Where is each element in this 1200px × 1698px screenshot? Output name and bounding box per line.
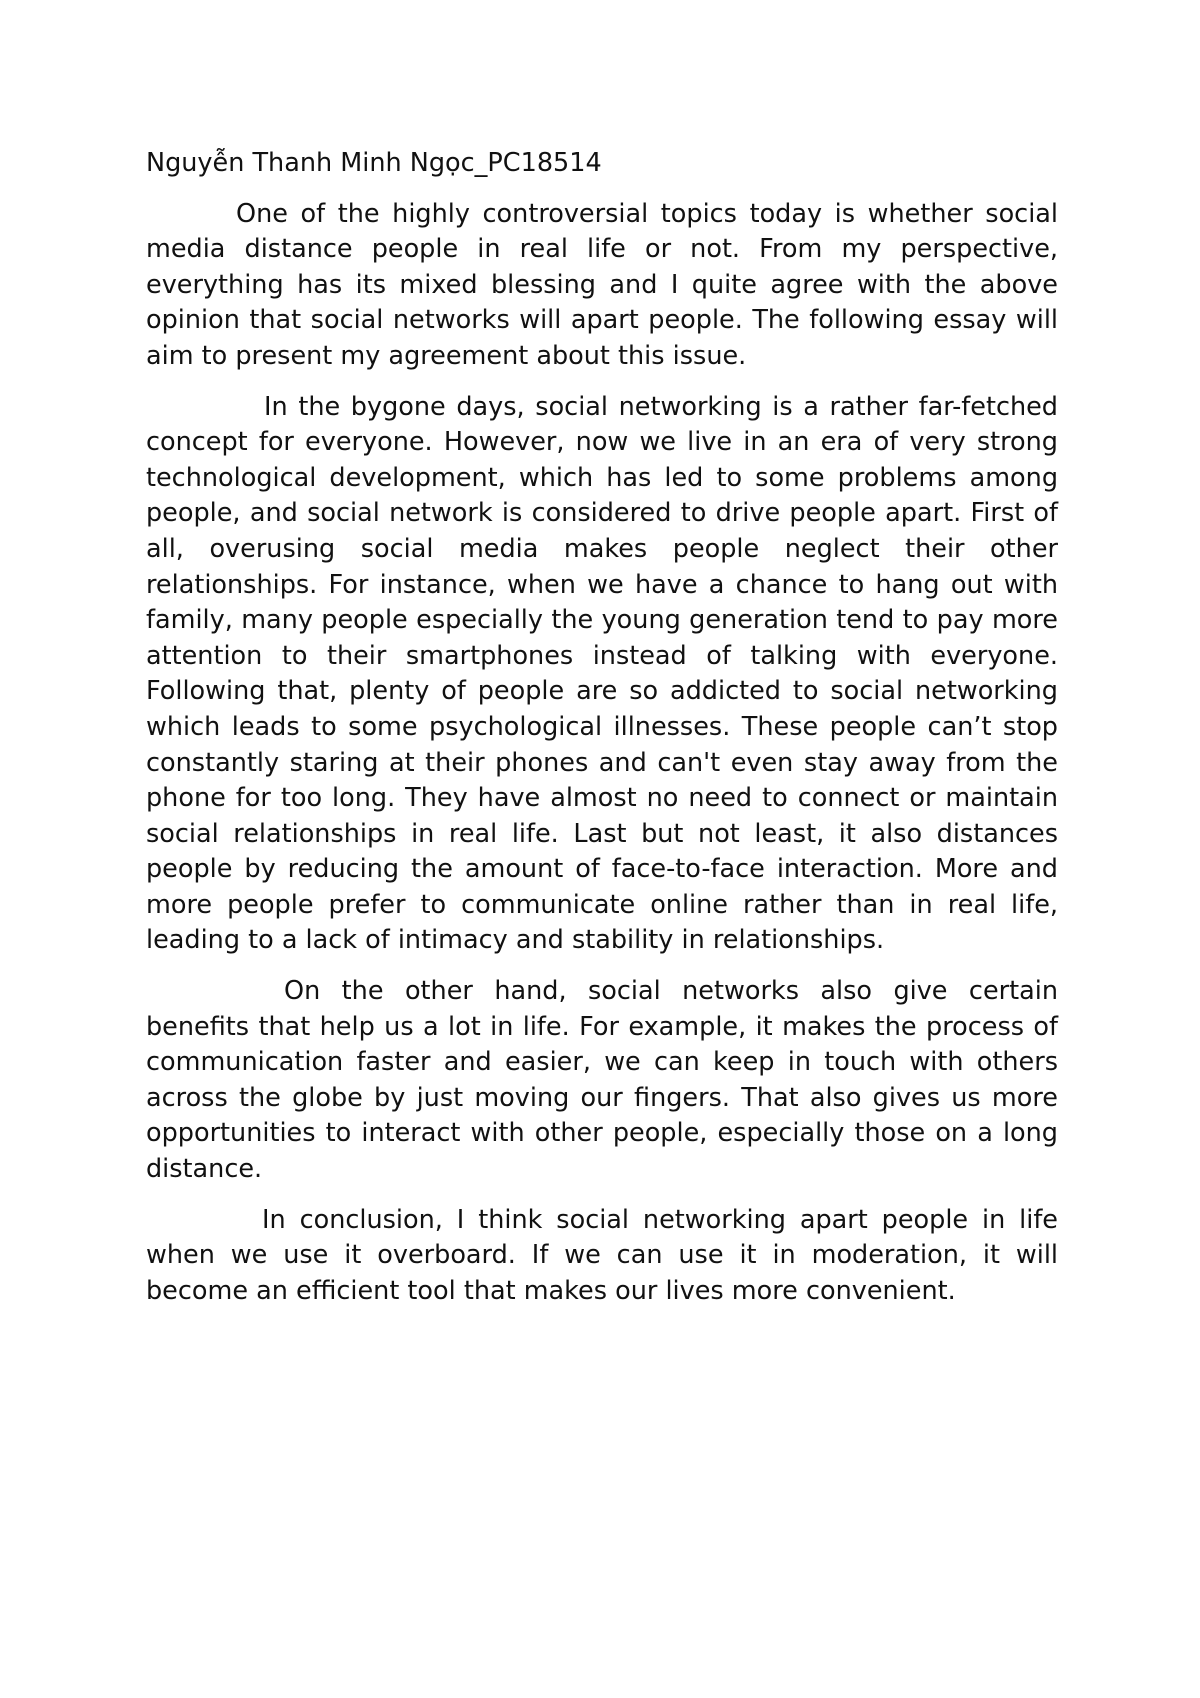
author-line: Nguyễn Thanh Minh Ngọc_PC18514 — [146, 148, 602, 178]
paragraph-body-benefits: On the other hand, social networks also give certain benefits that help us a lot in life. For example, it makes the process of communication faster and easier, we can keep in touch with others across the globe by just moving our fingers. That also gives us more opportunities to interact with other people, especially those on a long distance. — [146, 976, 1058, 1185]
paragraph-conclusion: In conclusion, I think social networking apart people in life when we use it overboard. If we can use it in moderation, it will become an efficient tool that makes our lives more convenient. — [146, 1204, 1058, 1306]
essay-body — [146, 146, 1058, 1324]
paragraph-introduction: One of the highly controversial topics today is whether social media distance people in real life or not. From my perspective, everything has its mixed blessing and I quite agree with the above opinion that social networks will apart people. The following essay will aim to present my agreement about this issue. — [146, 198, 1058, 371]
paragraph-body-drawbacks: In the bygone days, social networking is a rather far-fetched concept for everyone. However, now we live in an era of very strong technological development, which has led to some problems among people, and social network is considered to drive people apart. First of all, overusing social media makes people neglect their other relationships. For instance, when we have a chance to hang out with family, many people especially the young generation tend to pay more attention to their smartphones instead of talking with everyone. Following that, plenty of people are so addicted to social networking which leads to some psychological illnesses. These people can’t stop constantly staring at their phones and can't even stay away from the phone for too long. They have almost no need to connect or maintain social relationships in real life. Last but not least, it also distances people by reducing the amount of face-to-face interaction. More and more people prefer to communicate online rather than in real life, leading to a lack of intimacy and stability in relationships. — [146, 391, 1058, 956]
